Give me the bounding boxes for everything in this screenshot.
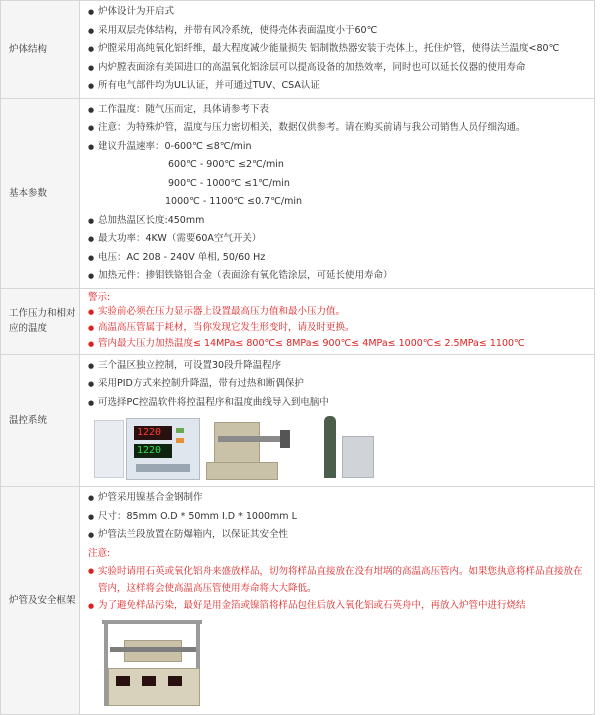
note-item: ● 为了避免样品污染，最好是用金箔或镍箔将样品包住后放入氧化铝或石英舟中，再放入炉管中进行烧结 [88, 597, 590, 616]
sv-display-value: 1220 [137, 445, 162, 456]
list-item: ● 采用双层壳体结构，并带有风冷系统，使得壳体表面温度小于60℃ [88, 22, 590, 41]
list-item: ● 炉管法兰段放置在防爆箱内，以保证其安全性 [88, 526, 590, 545]
list-item: ● 所有电气部件均为UL认证，并可通过TUV、CSA认证 [88, 77, 590, 96]
furnace-tube [218, 436, 288, 442]
furnace-body [214, 422, 260, 464]
list-item: ● 炉管采用镍基合金钢制作 [88, 489, 590, 508]
sv-display [134, 444, 172, 458]
warning-title: 警示: [88, 291, 111, 303]
safety-frame-photo [94, 618, 212, 708]
rate-line: 600℃ - 900℃ ≤2℃/min [168, 159, 284, 170]
row-label: 温控系统 [1, 354, 80, 487]
pv-display-value: 1220 [137, 427, 162, 438]
list-item: ● 总加热温区长度:450mm [88, 212, 590, 231]
note-title: 注意: [88, 547, 111, 559]
list-item: ● 最大功率：4KW（需要60A空气开关） [88, 230, 590, 249]
furnace-base [206, 462, 278, 480]
rate-line: 1000℃ - 1100℃ ≤0.7℃/min [165, 196, 303, 207]
list-item: ● 炉体设计为开启式 [88, 3, 590, 22]
list-item: ● 采用PID方式来控制升降温，带有过热和断偶保护 [88, 375, 590, 394]
row-basic-parameters [1, 98, 595, 288]
row-temperature-control [1, 354, 595, 487]
list [88, 101, 590, 286]
list-item: ● 加热元件：掺钼铁铬铝合金（表面涂有氧化锆涂层，可延长使用寿命） [88, 267, 590, 286]
list-item: ● 建议升温速率：0-600℃ ≤8℃/min [88, 138, 590, 157]
list-item: ● 尺寸：85mm O.D * 50mm I.D * 1000mm L [88, 508, 590, 527]
row-label: 炉体结构 [1, 1, 80, 99]
indicator-led [176, 438, 184, 443]
list-item: ● 三个温区独立控制，可设置30段升降温程序 [88, 357, 590, 376]
list-item: ● 电压：AC 208 - 240V 单相, 50/60 Hz [88, 249, 590, 268]
row-pressure-temperature [1, 288, 595, 354]
rate-line: 900℃ - 1000℃ ≤1℃/min [168, 177, 290, 189]
row-label: 炉管及安全框架 [1, 487, 80, 715]
list-item: ● 注意：为特殊炉管，温度与压力密切相关，数据仅供参考。请在购买前请与我公司销售人员仔细沟通。 [88, 119, 590, 138]
list-item: ● 可选择PC控温软件将控温程序和温度曲线导入到电脑中 [88, 394, 590, 413]
list-item: ● 工作温度：随气压而定，具体请参考下表 [88, 101, 590, 120]
controller-display [116, 676, 130, 686]
software-screenshot [94, 420, 124, 478]
controller-and-furnace-photo [94, 414, 384, 482]
list-item: ● 内炉膛表面涂有美国进口的高温氧化铝涂层可以提高设备的加热效率，同时也可以延长仪器的使用寿命 [88, 59, 590, 78]
list [88, 563, 590, 616]
controller-buttons [136, 464, 190, 472]
frame-top-bar [102, 620, 202, 624]
gas-cylinder [324, 416, 336, 478]
list [88, 304, 590, 352]
list [88, 357, 590, 413]
row-label: 工作压力和相对应的温度 [1, 288, 80, 354]
warning-item: ● 实验前必须在压力显示器上设置最高压力值和最小压力值。 [88, 304, 590, 320]
controller-display [168, 676, 182, 686]
flange [280, 430, 290, 448]
row-tube-safety-frame [1, 487, 595, 715]
pv-display [134, 426, 172, 440]
pressure-cabinet [342, 436, 374, 478]
furnace-tube [110, 647, 196, 652]
controller-display [142, 676, 156, 686]
row-label: 基本参数 [1, 98, 80, 288]
list-item: ● 炉膛采用高纯氧化铝纤维，最大程度减少能量损失 铝制散热器安装于壳体上，托住炉管，使得法兰温度<80℃ [88, 40, 590, 59]
warning-item: ● 高温高压管属于耗材，当你发现它发生形变时，请及时更换。 [88, 320, 590, 336]
warning-item: ● 管内最大压力加热温度≤ 14MPa≤ 800℃≤ 8MPa≤ 900℃≤ 4MPa≤ 1000℃≤ 2.5MPa≤ 1100℃ [88, 336, 590, 352]
list [88, 489, 590, 545]
row-furnace-structure [1, 1, 595, 99]
list [88, 3, 590, 96]
note-item: ● 实验时请用石英或氧化铝舟来盛放样品，切勿将样品直接放在没有坩埚的高温高压管内。如果您执意将样品直接放在管内，这样将会使高温高压管使用寿命将大大降低。 [88, 563, 590, 597]
control-cabinet [108, 668, 200, 706]
indicator-led [176, 428, 184, 433]
